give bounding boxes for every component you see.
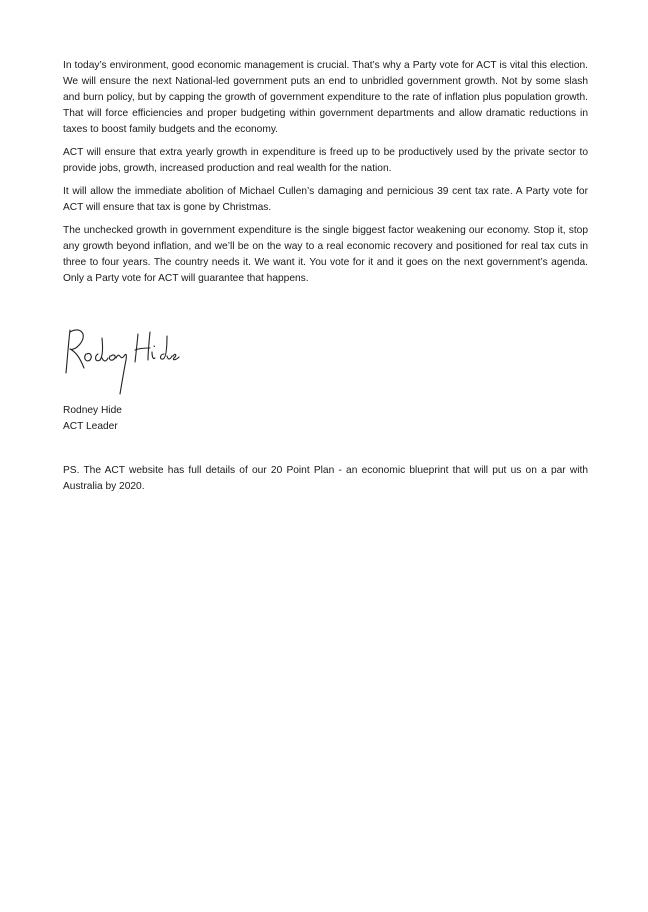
paragraph-unchecked-growth: The unchecked growth in government expenditure is the single biggest factor weakening our economy. Stop it, stop any growth beyond inflation, and we’ll be on the way to a real economic recovery and positioned for real tax cuts in three to four years. The country needs it. We want it. You vote for it and it goes on the next government’s agenda. Only a Party vote for ACT will guarantee that happens. [63, 225, 588, 284]
signatory-name: Rodney Hide [63, 405, 122, 416]
paragraph-economic-management: In today’s environment, good economic management is crucial. That’s why a Party vote for ACT is vital this election. We will ensure the next National-led government puts an end to unbridled government growth. Not by some slash and burn policy, but by capping the growth of government expenditure to the rate of inflation plus population growth. That will force efficiencies and proper budgeting within government departments and allow dramatic reductions in taxes to boost family budgets and the economy. [63, 60, 588, 135]
paragraph-tax-rate: It will allow the immediate abolition of Michael Cullen’s damaging and pernicious 39 cent tax rate. A Party vote for ACT will ensure that tax is gone by Christmas. [63, 186, 588, 213]
handwritten-signature [60, 318, 180, 398]
letter-body [63, 58, 588, 294]
signatory-title: ACT Leader [63, 421, 118, 432]
paragraph-expenditure-growth: ACT will ensure that extra yearly growth in expenditure is freed up to be productively used by the private sector to provide jobs, growth, increased production and real wealth for the nation. [63, 147, 588, 174]
postscript: PS. The ACT website has full details of our 20 Point Plan - an economic blueprint that will put us on a par with Australia by 2020. [63, 465, 588, 492]
